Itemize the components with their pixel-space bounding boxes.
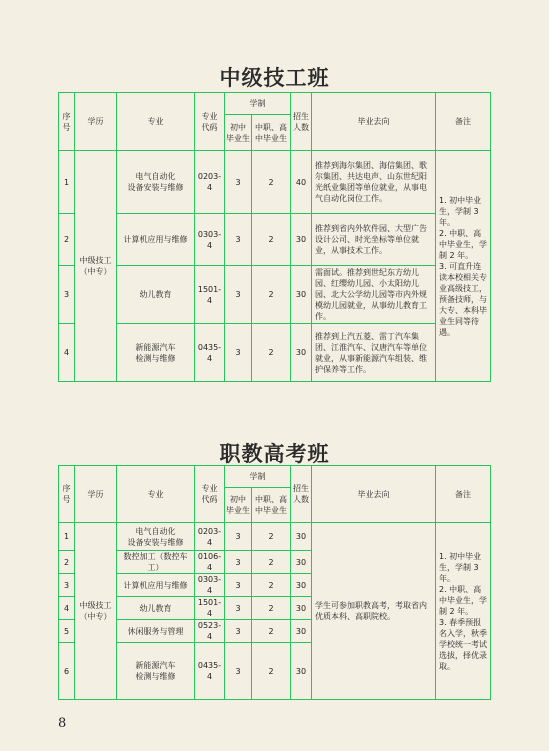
header-code-text: 专业 代码 xyxy=(201,484,218,504)
remarks-text: 1. 初中毕业生，学制 3 年。 2. 中职、高中毕业生，学制 2 年。 3. 春季预报名入学，秋季学校统一考试选拔，择优录取。 xyxy=(439,551,487,671)
remarks-text: 1. 初中毕业生，学制 3 年。 2. 中职、高中毕业生，学制 2 年。 3. 可直升连读本校相关专业高级技工，预备技师，与大专、本科毕业生同等待遇。 xyxy=(439,195,487,337)
remarks-cell xyxy=(436,523,491,700)
row-destination: 推荐到上汽五菱、雷丁汽车集团、江淮汽车、汉唐汽车等单位就业，从事新能源汽车组装、维护保养等工作。 xyxy=(312,324,436,382)
table-row xyxy=(59,324,491,382)
remarks-cell xyxy=(436,151,491,382)
education-cell xyxy=(75,523,117,700)
section2-table xyxy=(58,465,491,700)
header-major-text: 专业 xyxy=(147,117,164,126)
row-seq: 6 xyxy=(59,643,75,700)
row-duration-middle: 3 xyxy=(225,266,252,324)
header-seq-text: 序 号 xyxy=(62,484,71,504)
row-major xyxy=(117,523,195,551)
header-education xyxy=(75,93,117,151)
header-enrollment xyxy=(291,466,312,523)
row-code: 0203-4 xyxy=(195,151,225,214)
header-enrollment xyxy=(291,93,312,151)
header-destination-text: 毕业去向 xyxy=(357,117,390,126)
header-remarks-text: 备注 xyxy=(455,489,471,499)
row-seq: 1 xyxy=(59,523,75,551)
page-number: 8 xyxy=(58,716,67,731)
section1-title: 中级技工班 xyxy=(219,66,330,90)
row-enrollment: 40 xyxy=(291,151,312,214)
header-duration-high-text: 中职、高 中毕业生 xyxy=(255,122,287,143)
row-duration-high: 2 xyxy=(252,620,291,643)
section1-table xyxy=(58,92,491,382)
major-text: 休闲服务与管理 xyxy=(127,626,184,636)
row-duration-middle: 3 xyxy=(225,324,252,382)
row-duration-high: 2 xyxy=(252,324,291,382)
header-duration-middle-text: 初中 毕业生 xyxy=(226,122,250,143)
header-code-text: 专业 代码 xyxy=(201,111,218,132)
header-duration-high xyxy=(252,488,291,523)
row-major xyxy=(117,620,195,643)
major-text: 幼儿教育 xyxy=(139,290,172,299)
major-text: 电气自动化 设备安装与维修 xyxy=(127,526,184,547)
major-text: 计算机应用与维修 xyxy=(123,580,188,590)
header-destination xyxy=(312,93,436,151)
education-cell xyxy=(75,151,117,382)
table-row xyxy=(59,523,491,551)
row-seq: 3 xyxy=(59,266,75,324)
header-enrollment-text: 招生 人数 xyxy=(293,111,309,132)
destination-text: 学生可参加职教高考，考取省内优质本科、高职院校。 xyxy=(315,601,427,621)
major-text: 新能源汽车 检测与维修 xyxy=(135,342,176,363)
row-major xyxy=(117,551,195,574)
row-seq: 1 xyxy=(59,151,75,214)
row-code: 0303-4 xyxy=(195,214,225,266)
header-destination-text: 毕业去向 xyxy=(357,489,390,499)
major-text: 新能源汽车 检测与维修 xyxy=(135,661,176,681)
header-duration-text: 学制 xyxy=(249,99,266,108)
row-code: 1501-4 xyxy=(195,266,225,324)
row-major xyxy=(117,151,195,214)
row-code: 0203-4 xyxy=(195,523,225,551)
row-duration-high: 2 xyxy=(252,643,291,700)
row-duration-middle: 3 xyxy=(225,214,252,266)
header-education xyxy=(75,466,117,523)
header-duration-high xyxy=(252,115,291,151)
row-duration-high: 2 xyxy=(252,523,291,551)
row-major xyxy=(117,643,195,700)
row-seq: 4 xyxy=(59,597,75,620)
header-duration-middle xyxy=(225,115,252,151)
header-seq xyxy=(59,466,75,523)
major-text: 计算机应用与维修 xyxy=(123,235,188,244)
major-text: 数控加工（数控车工） xyxy=(123,552,188,572)
row-major xyxy=(117,574,195,597)
row-enrollment: 30 xyxy=(291,214,312,266)
row-enrollment: 30 xyxy=(291,266,312,324)
row-major xyxy=(117,597,195,620)
row-duration-middle: 3 xyxy=(225,597,252,620)
row-enrollment: 30 xyxy=(291,620,312,643)
row-duration-high: 2 xyxy=(252,597,291,620)
row-duration-middle: 3 xyxy=(225,620,252,643)
header-major xyxy=(117,93,195,151)
row-duration-middle: 3 xyxy=(225,523,252,551)
header-duration-middle-text: 初中 毕业生 xyxy=(226,495,250,515)
row-duration-middle: 3 xyxy=(225,643,252,700)
row-code: 0435-4 xyxy=(195,643,225,700)
row-duration-middle: 3 xyxy=(225,551,252,574)
header-seq-text: 序 号 xyxy=(62,111,71,132)
header-remarks xyxy=(436,93,491,151)
destination-cell xyxy=(312,523,436,700)
header-remarks xyxy=(436,466,491,523)
table-row xyxy=(59,214,491,266)
header-code xyxy=(195,466,225,523)
header-code xyxy=(195,93,225,151)
header-education-text: 学历 xyxy=(87,489,104,499)
major-text: 电气自动化 设备安装与维修 xyxy=(127,172,184,192)
row-code: 1501-4 xyxy=(195,597,225,620)
row-major xyxy=(117,214,195,266)
row-code: 0435-4 xyxy=(195,324,225,382)
row-duration-high: 2 xyxy=(252,266,291,324)
row-enrollment: 30 xyxy=(291,643,312,700)
header-enrollment-text: 招生 人数 xyxy=(293,484,309,504)
header-duration xyxy=(225,93,291,115)
row-seq: 2 xyxy=(59,551,75,574)
row-enrollment: 30 xyxy=(291,523,312,551)
row-destination: 推荐到海尔集团、海信集团、歌尔集团、共达电声、山东世纪阳光纸业集团等单位就业，从事电气自动化岗位工作。 xyxy=(312,151,436,214)
row-destination: 需面试。推荐到世纪东方幼儿园、红缨幼儿园、小太阳幼儿园、北大公学幼儿园等市内外规模幼儿园就业，从事幼儿教育工作。 xyxy=(312,266,436,324)
section2-title: 职教高考班 xyxy=(219,442,330,466)
row-seq: 4 xyxy=(59,324,75,382)
row-duration-middle: 3 xyxy=(225,574,252,597)
header-destination xyxy=(312,466,436,523)
row-duration-high: 2 xyxy=(252,214,291,266)
header-major xyxy=(117,466,195,523)
table-row xyxy=(59,266,491,324)
row-enrollment: 30 xyxy=(291,551,312,574)
row-duration-high: 2 xyxy=(252,551,291,574)
header-duration-high-text: 中职、高 中毕业生 xyxy=(255,495,287,515)
row-duration-middle: 3 xyxy=(225,151,252,214)
row-major xyxy=(117,266,195,324)
education-text: 中级技工 （中专） xyxy=(79,256,112,276)
row-duration-high: 2 xyxy=(252,151,291,214)
row-code: 0523-4 xyxy=(195,620,225,643)
row-major xyxy=(117,324,195,382)
header-seq xyxy=(59,93,75,151)
row-code: 0303-4 xyxy=(195,574,225,597)
table-row xyxy=(59,151,491,214)
education-text: 中级技工 （中专） xyxy=(79,601,112,621)
header-major-text: 专业 xyxy=(147,489,164,499)
row-seq: 5 xyxy=(59,620,75,643)
header-education-text: 学历 xyxy=(87,117,104,126)
header-duration-middle xyxy=(225,488,252,523)
header-duration-text: 学制 xyxy=(249,472,266,481)
row-seq: 2 xyxy=(59,214,75,266)
header-remarks-text: 备注 xyxy=(455,117,471,126)
major-text: 幼儿教育 xyxy=(139,603,172,613)
row-destination: 推荐到省内外软件园、大型广告设计公司、时光坐标等单位就业，从事技术工作。 xyxy=(312,214,436,266)
row-code: 0106-4 xyxy=(195,551,225,574)
row-enrollment: 30 xyxy=(291,574,312,597)
row-enrollment: 30 xyxy=(291,597,312,620)
row-enrollment: 30 xyxy=(291,324,312,382)
row-seq: 3 xyxy=(59,574,75,597)
header-duration xyxy=(225,466,291,488)
row-duration-high: 2 xyxy=(252,574,291,597)
